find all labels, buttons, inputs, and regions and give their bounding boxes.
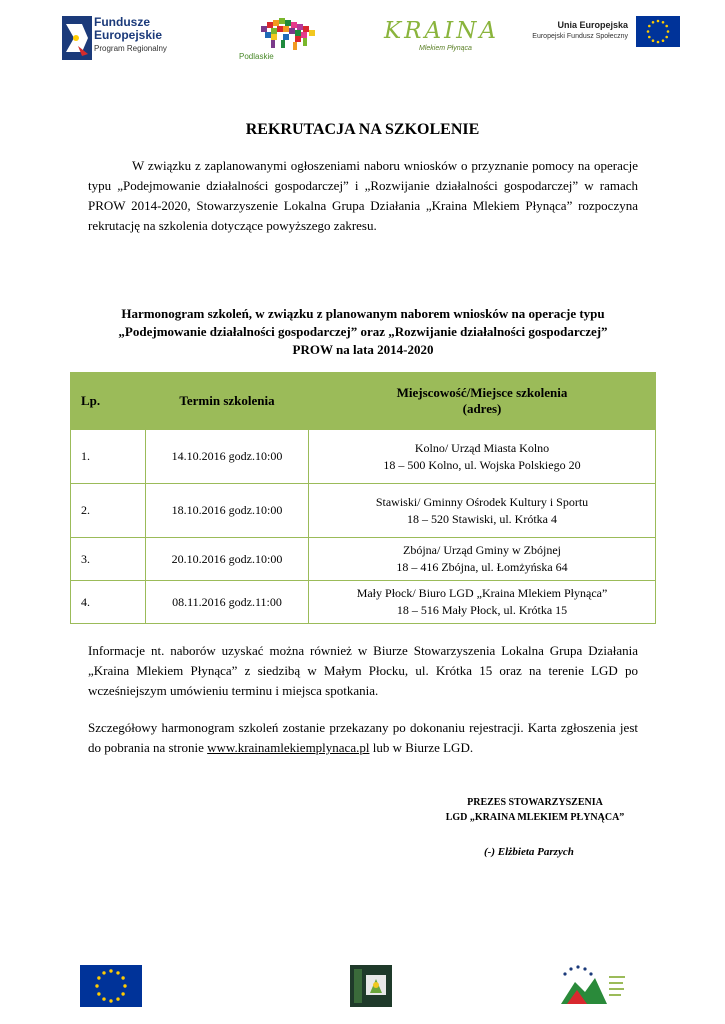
signature-org: LGD „KRAINA MLEKIEM PŁYNĄCA” xyxy=(445,812,625,823)
eu-flag-bottom-icon xyxy=(80,965,142,1007)
row-place-address: 18 – 520 Stawiski, ul. Krótka 4 xyxy=(407,511,557,526)
info-paragraph: Informacje nt. naborów uzyskać można również w Biurze Stowarzyszenia Lokalna Grupa Działania „Kraina Mlekiem Płynąca” z siedzibą w Małym Płocku, ul. Krótka 15 oraz na terenie LGD po wcześniejszym umówieniu terminu i miejsca spotkania. xyxy=(88,643,638,698)
intro-paragraph: W związku z zaplanowanymi ogłoszeniami naboru wniosków o przyznanie pomocy na operacje typu „Podejmowanie działalności gospodarczej” i „Rozwijanie działalności gospodarczej” w ramach PROW 2014-2020, Stowarzyszenie Lokalna Grupa Działania „Kraina Mlekiem Płynąca” rozpoczyna rekrutację na szkolenia dotyczące powyższego zakresu. xyxy=(88,158,638,233)
row-place-address: 18 – 416 Zbójna, ul. Łomżyńska 64 xyxy=(396,560,568,574)
eu-flag-icon xyxy=(636,16,680,47)
kraina-logo-title: KRAINA xyxy=(384,18,499,44)
leader-logo-icon xyxy=(350,965,392,1007)
header-miejsce-line2: (adres) xyxy=(462,401,502,416)
unia-europejska-text xyxy=(518,20,628,42)
table-row xyxy=(71,581,656,624)
signature-name: (-) Elżbieta Parzych xyxy=(484,846,574,858)
row-place-name: Stawiski/ Gminny Ośrodek Kultury i Sportu xyxy=(375,494,589,509)
row-place-name: Mały Płock/ Biuro LGD „Kraina Mlekiem Płynąca” xyxy=(356,586,608,600)
row-place xyxy=(309,538,656,581)
podlaskie-bison-logo-icon xyxy=(257,16,321,52)
details-text-after: lub w Biurze LGD. xyxy=(369,740,474,755)
ue-line1: Unia Europejska xyxy=(557,20,628,30)
row-termin: 20.10.2016 godz.10:00 xyxy=(146,538,309,581)
fundusze-europejskie-text xyxy=(94,16,167,55)
fe-line1: Fundusze xyxy=(94,15,150,29)
row-place xyxy=(309,430,656,484)
row-termin: 08.11.2016 godz.11:00 xyxy=(146,581,309,624)
table-row xyxy=(71,484,656,538)
row-place xyxy=(309,484,656,538)
fe-line2: Europejskie xyxy=(94,28,163,42)
schedule-heading-line1: Harmonogram szkoleń, w związku z planowanym naborem wniosków na operacje typu xyxy=(121,306,605,321)
row-place-name: Zbójna/ Urząd Gminy w Zbójnej xyxy=(403,543,561,557)
header-miejsce xyxy=(309,373,656,430)
row-lp: 4. xyxy=(71,581,146,624)
header-termin: Termin szkolenia xyxy=(146,373,309,430)
schedule-heading-line3: PROW na lata 2014-2020 xyxy=(292,342,434,357)
table-header-row xyxy=(71,373,656,430)
row-termin: 18.10.2016 godz.10:00 xyxy=(146,484,309,538)
details-paragraph xyxy=(88,718,638,758)
header-miejsce-line1: Miejscowość/Miejsce szkolenia xyxy=(396,385,568,400)
page-title: REKRUTACJA NA SZKOLENIE xyxy=(245,121,480,138)
training-schedule-table xyxy=(70,372,656,624)
row-lp: 1. xyxy=(71,430,146,484)
row-place-address: 18 – 500 Kolno, ul. Wojska Polskiego 20 xyxy=(383,457,581,472)
header-logos xyxy=(0,0,725,75)
website-link[interactable]: www.krainamlekiemplynaca.pl xyxy=(207,740,370,755)
row-place xyxy=(309,581,656,624)
table-row xyxy=(71,538,656,581)
row-place-name: Kolno/ Urząd Miasta Kolno xyxy=(414,440,550,455)
fundusze-europejskie-logo-icon xyxy=(62,16,92,60)
schedule-heading xyxy=(80,305,646,359)
schedule-heading-line2: „Podejmowanie działalności gospodarczej” oraz „Rozwijanie działalności gospodarczej” xyxy=(118,324,608,339)
signature-title: PREZES STOWARZYSZENIA xyxy=(467,797,603,808)
details-text-before: Szczegółowy harmonogram szkoleń zostanie przekazany po dokonaniu rejestracji. Karta zgłoszenia jest do pobrania na stronie xyxy=(88,720,638,755)
podlaskie-label: Podlaskie xyxy=(239,52,274,61)
ue-line2: Europejski Fundusz Społeczny xyxy=(532,33,628,40)
row-place-address: 18 – 516 Mały Płock, ul. Krótka 15 xyxy=(396,603,568,617)
row-termin: 14.10.2016 godz.10:00 xyxy=(146,430,309,484)
row-lp: 3. xyxy=(71,538,146,581)
kraina-logo-subtitle: Mlekiem Płynąca xyxy=(419,45,472,52)
table-row xyxy=(71,430,656,484)
header-lp: Lp. xyxy=(71,373,146,430)
row-lp: 2. xyxy=(71,484,146,538)
fe-line3: Program Regionalny xyxy=(94,44,167,53)
prow-logo-icon xyxy=(555,962,627,1008)
